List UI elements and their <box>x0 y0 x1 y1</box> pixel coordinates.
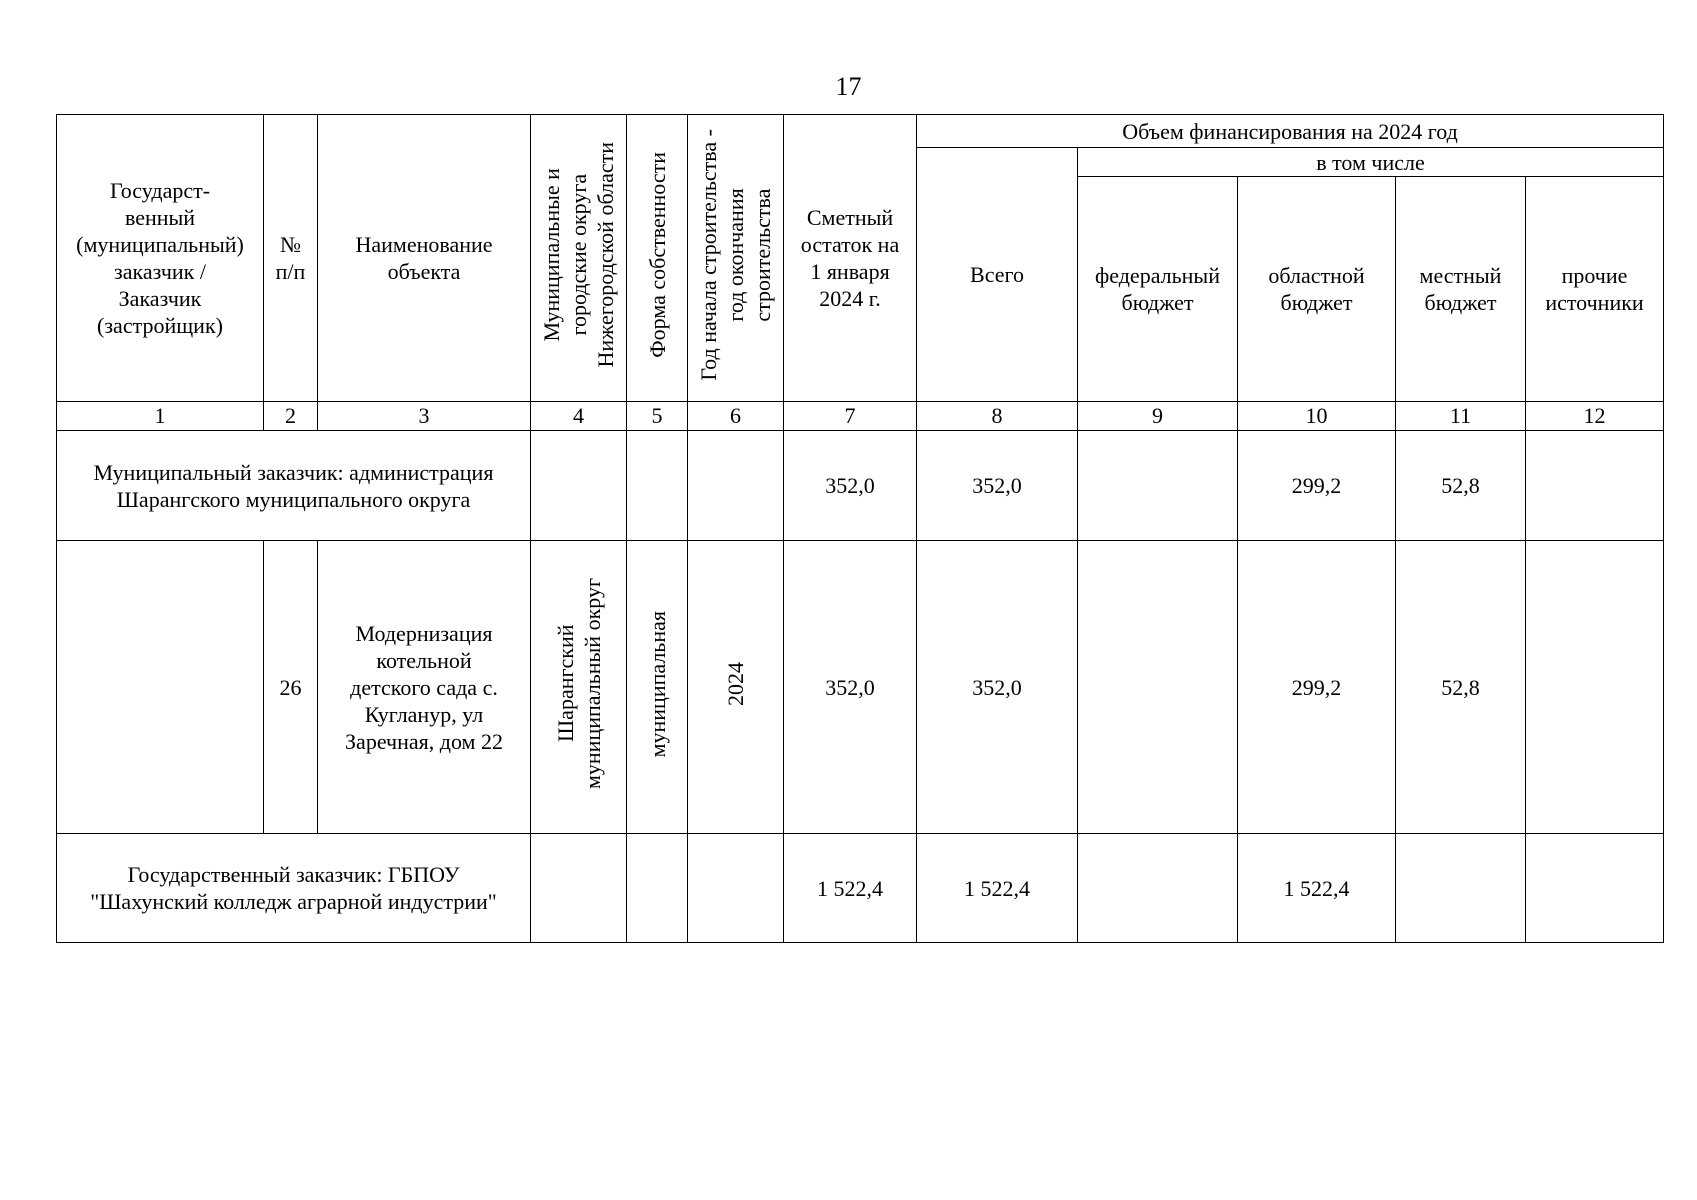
header-construction-years-text: Год начала строительства - год окончания строительства <box>696 129 775 381</box>
years-cell <box>688 834 784 943</box>
header-including: в том числе <box>1078 148 1664 177</box>
header-regional-budget: областной бюджет <box>1238 177 1396 402</box>
customer-cell <box>57 541 264 834</box>
regional-cell: 1 522,4 <box>1238 834 1396 943</box>
header-local-budget: местный бюджет <box>1396 177 1526 402</box>
balance-cell: 352,0 <box>784 541 917 834</box>
other-cell <box>1526 541 1664 834</box>
page-number: 17 <box>835 72 862 101</box>
header-estimated-balance: Сметный остаток на 1 января 2024 г. <box>784 115 917 402</box>
customer-group-label: Муниципальный заказчик: администрация Шарангского муниципального округа <box>57 431 531 541</box>
column-number: 4 <box>531 402 627 431</box>
regional-cell: 299,2 <box>1238 541 1396 834</box>
federal-cell <box>1078 431 1238 541</box>
municipality-cell <box>531 431 627 541</box>
local-cell: 52,8 <box>1396 541 1526 834</box>
header-construction-years <box>688 115 784 402</box>
local-cell: 52,8 <box>1396 431 1526 541</box>
row-number-cell: 26 <box>264 541 318 834</box>
years-cell <box>688 541 784 834</box>
municipality-text: Шарангский муниципальный округ <box>552 578 605 790</box>
header-object-name: Наименование объекта <box>318 115 531 402</box>
header-ownership <box>627 115 688 402</box>
ownership-cell <box>627 541 688 834</box>
total-cell: 1 522,4 <box>917 834 1078 943</box>
other-cell <box>1526 834 1664 943</box>
header-financing-title: Объем финансирования на 2024 год <box>917 115 1664 148</box>
years-cell <box>688 431 784 541</box>
header-row <box>57 115 1664 148</box>
header-row-number: № п/п <box>264 115 318 402</box>
header-municipality <box>531 115 627 402</box>
municipality-cell <box>531 834 627 943</box>
column-number: 9 <box>1078 402 1238 431</box>
object-name-cell: Модернизация котельной детского сада с. Кугланур, ул Заречная, дом 22 <box>318 541 531 834</box>
column-number: 5 <box>627 402 688 431</box>
column-number: 1 <box>57 402 264 431</box>
ownership-cell <box>627 834 688 943</box>
column-number: 12 <box>1526 402 1664 431</box>
table-row <box>57 431 1664 541</box>
customer-group-label: Государственный заказчик: ГБПОУ "Шахунский колледж аграрной индустрии" <box>57 834 531 943</box>
header-other-sources: прочие источники <box>1526 177 1664 402</box>
years-text: 2024 <box>723 662 748 706</box>
ownership-cell <box>627 431 688 541</box>
header-ownership-text: Форма собственности <box>644 152 670 358</box>
header-customer: Государст- венный (муниципальный) заказчик / Заказчик (застройщик) <box>57 115 264 402</box>
federal-cell <box>1078 541 1238 834</box>
regional-cell: 299,2 <box>1238 431 1396 541</box>
municipality-cell <box>531 541 627 834</box>
column-number: 6 <box>688 402 784 431</box>
balance-cell: 1 522,4 <box>784 834 917 943</box>
column-number: 7 <box>784 402 917 431</box>
other-cell <box>1526 431 1664 541</box>
header-municipality-text: Муниципальные и городские округа Нижегородской области <box>539 142 618 368</box>
header-total: Всего <box>917 148 1078 402</box>
total-cell: 352,0 <box>917 431 1078 541</box>
column-number: 10 <box>1238 402 1396 431</box>
header-federal-budget: федеральный бюджет <box>1078 177 1238 402</box>
federal-cell <box>1078 834 1238 943</box>
table-row <box>57 834 1664 943</box>
table-row <box>57 541 1664 834</box>
column-number: 2 <box>264 402 318 431</box>
balance-cell: 352,0 <box>784 431 917 541</box>
column-number: 3 <box>318 402 531 431</box>
column-numbers-row <box>57 402 1664 431</box>
total-cell: 352,0 <box>917 541 1078 834</box>
ownership-text: муниципальная <box>644 610 670 758</box>
column-number: 8 <box>917 402 1078 431</box>
financing-table <box>56 114 1664 943</box>
local-cell <box>1396 834 1526 943</box>
column-number: 11 <box>1396 402 1526 431</box>
